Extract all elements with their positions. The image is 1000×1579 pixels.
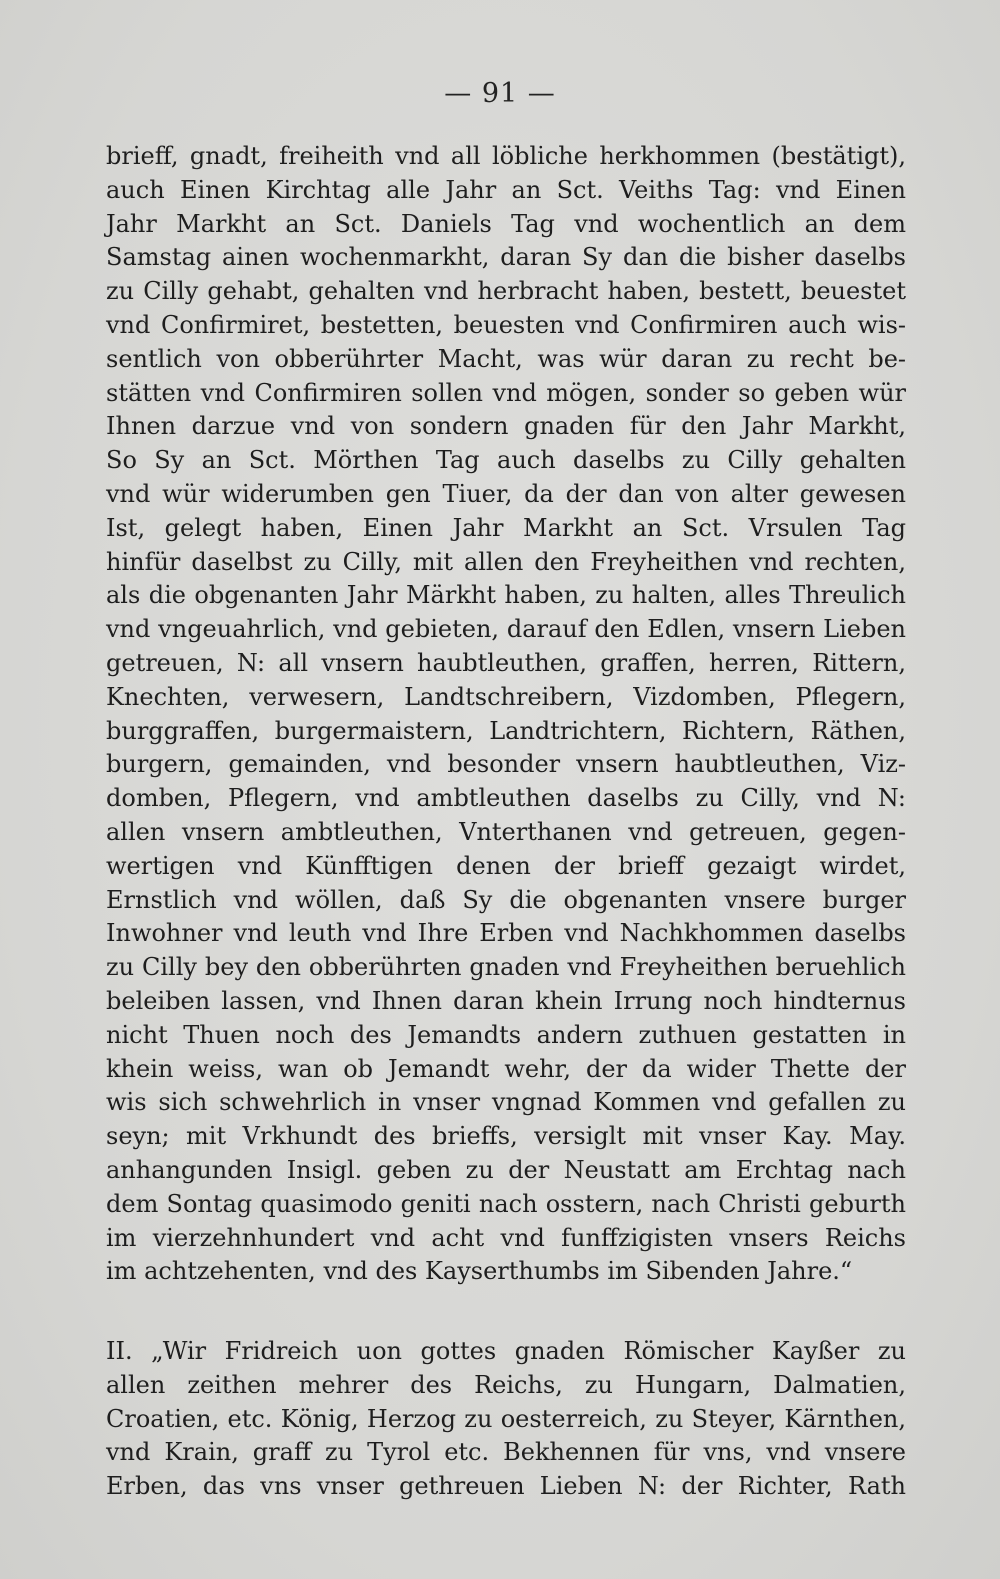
paragraph-gap bbox=[106, 1289, 906, 1335]
text-line: wertigen vnd Künfftigen denen der brieff gezaigt wirdet, bbox=[106, 851, 906, 880]
paragraph-1 bbox=[106, 140, 906, 1289]
body-text bbox=[106, 140, 906, 1504]
paragraph-2 bbox=[106, 1335, 906, 1504]
text-line: dem Sontag quasimodo geniti nach osstern, nach Christi geburth bbox=[106, 1189, 906, 1218]
text-line: hinfür daselbst zu Cilly, mit allen den Freyheithen vnd rechten, bbox=[106, 547, 906, 576]
text-line: zu Cilly bey den obberührten gnaden vnd Freyheithen beruehlich bbox=[106, 953, 906, 982]
text-line: vnd vngeuahrlich, vnd gebieten, darauf den Edlen, vnsern Lieben bbox=[106, 615, 906, 644]
text-line: vnd wür widerumben gen Tiuer, da der dan von alter gewesen bbox=[106, 479, 906, 508]
text-line: Ihnen darzue vnd von sondern gnaden für den Jahr Markht, bbox=[106, 412, 906, 441]
text-line: II. „Wir Fridreich uon gottes gnaden Römischer Kayßer zu bbox=[106, 1337, 906, 1366]
text-line: Croatien, etc. König, Herzog zu oesterreich, zu Steyer, Kärnthen, bbox=[106, 1404, 906, 1433]
text-line: anhangunden Insigl. geben zu der Neustatt am Erchtag nach bbox=[106, 1155, 906, 1184]
text-line: burggraffen, burgermaistern, Landtrichtern, Richtern, Räthen, bbox=[106, 716, 906, 745]
text-line: seyn; mit Vrkhundt des brieffs, versiglt mit vnser Kay. May. bbox=[106, 1122, 906, 1151]
text-line: im vierzehnhundert vnd acht vnd funffzigisten vnsers Reichs bbox=[106, 1223, 906, 1252]
text-line: getreuen, N: all vnsern haubtleuthen, graffen, herren, Rittern, bbox=[106, 648, 906, 677]
text-line: sentlich von obberührter Macht, was wür daran zu recht be- bbox=[106, 344, 906, 373]
text-line: Erben, das vns vnser gethreuen Lieben N: der Richter, Rath bbox=[106, 1472, 906, 1501]
text-line: vnd Krain, graff zu Tyrol etc. Bekhennen für vns, vnd vnsere bbox=[106, 1438, 906, 1467]
text-line: allen zeithen mehrer des Reichs, zu Hungarn, Dalmatien, bbox=[106, 1370, 906, 1399]
text-line: stätten vnd Confirmiren sollen vnd mögen, sonder so geben wür bbox=[106, 378, 906, 407]
text-line: So Sy an Sct. Mörthen Tag auch daselbs zu Cilly gehalten bbox=[106, 446, 906, 475]
text-line: Jahr Markht an Sct. Daniels Tag vnd wochentlich an dem bbox=[106, 209, 906, 238]
page-number: — 91 — bbox=[444, 78, 556, 109]
text-line: Samstag ainen wochenmarkht, daran Sy dan die bisher daselbs bbox=[106, 243, 906, 272]
text-line: khein weiss, wan ob Jemandt wehr, der da wider Thette der bbox=[106, 1054, 906, 1083]
text-line: beleiben lassen, vnd Ihnen daran khein Irrung noch hindternus bbox=[106, 986, 906, 1015]
text-line: als die obgenanten Jahr Märkht haben, zu halten, alles Threulich bbox=[106, 581, 906, 610]
text-line: nicht Thuen noch des Jemandts andern zuthuen gestatten in bbox=[106, 1020, 906, 1049]
text-line: burgern, gemainden, vnd besonder vnsern haubtleuthen, Viz- bbox=[106, 750, 906, 779]
text-line: brieff, gnadt, freiheith vnd all löbliche herkhommen (bestätigt), bbox=[106, 142, 906, 170]
text-line: auch Einen Kirchtag alle Jahr an Sct. Veiths Tag: vnd Einen bbox=[106, 175, 906, 204]
text-line: zu Cilly gehabt, gehalten vnd herbracht haben, bestett, beuestet bbox=[106, 277, 906, 306]
text-line: domben, Pflegern, vnd ambtleuthen daselbs zu Cilly, vnd N: bbox=[106, 784, 906, 813]
text-line: Knechten, verwesern, Landtschreibern, Vizdomben, Pflegern, bbox=[106, 682, 906, 711]
text-line: Ernstlich vnd wöllen, daß Sy die obgenanten vnsere burger bbox=[106, 885, 906, 914]
text-line: im achtzehenten, vnd des Kayserthumbs im Sibenden Jahre.“ bbox=[106, 1257, 853, 1286]
text-line: wis sich schwehrlich in vnser vngnad Kommen vnd gefallen zu bbox=[106, 1088, 906, 1117]
text-line: Ist, gelegt haben, Einen Jahr Markht an Sct. Vrsulen Tag bbox=[106, 513, 906, 542]
text-line: Inwohner vnd leuth vnd Ihre Erben vnd Nachkhommen daselbs bbox=[106, 919, 906, 948]
text-line: allen vnsern ambtleuthen, Vnterthanen vnd getreuen, gegen- bbox=[106, 817, 906, 846]
text-line: vnd Confirmiret, bestetten, beuesten vnd Confirmiren auch wis- bbox=[106, 310, 906, 339]
